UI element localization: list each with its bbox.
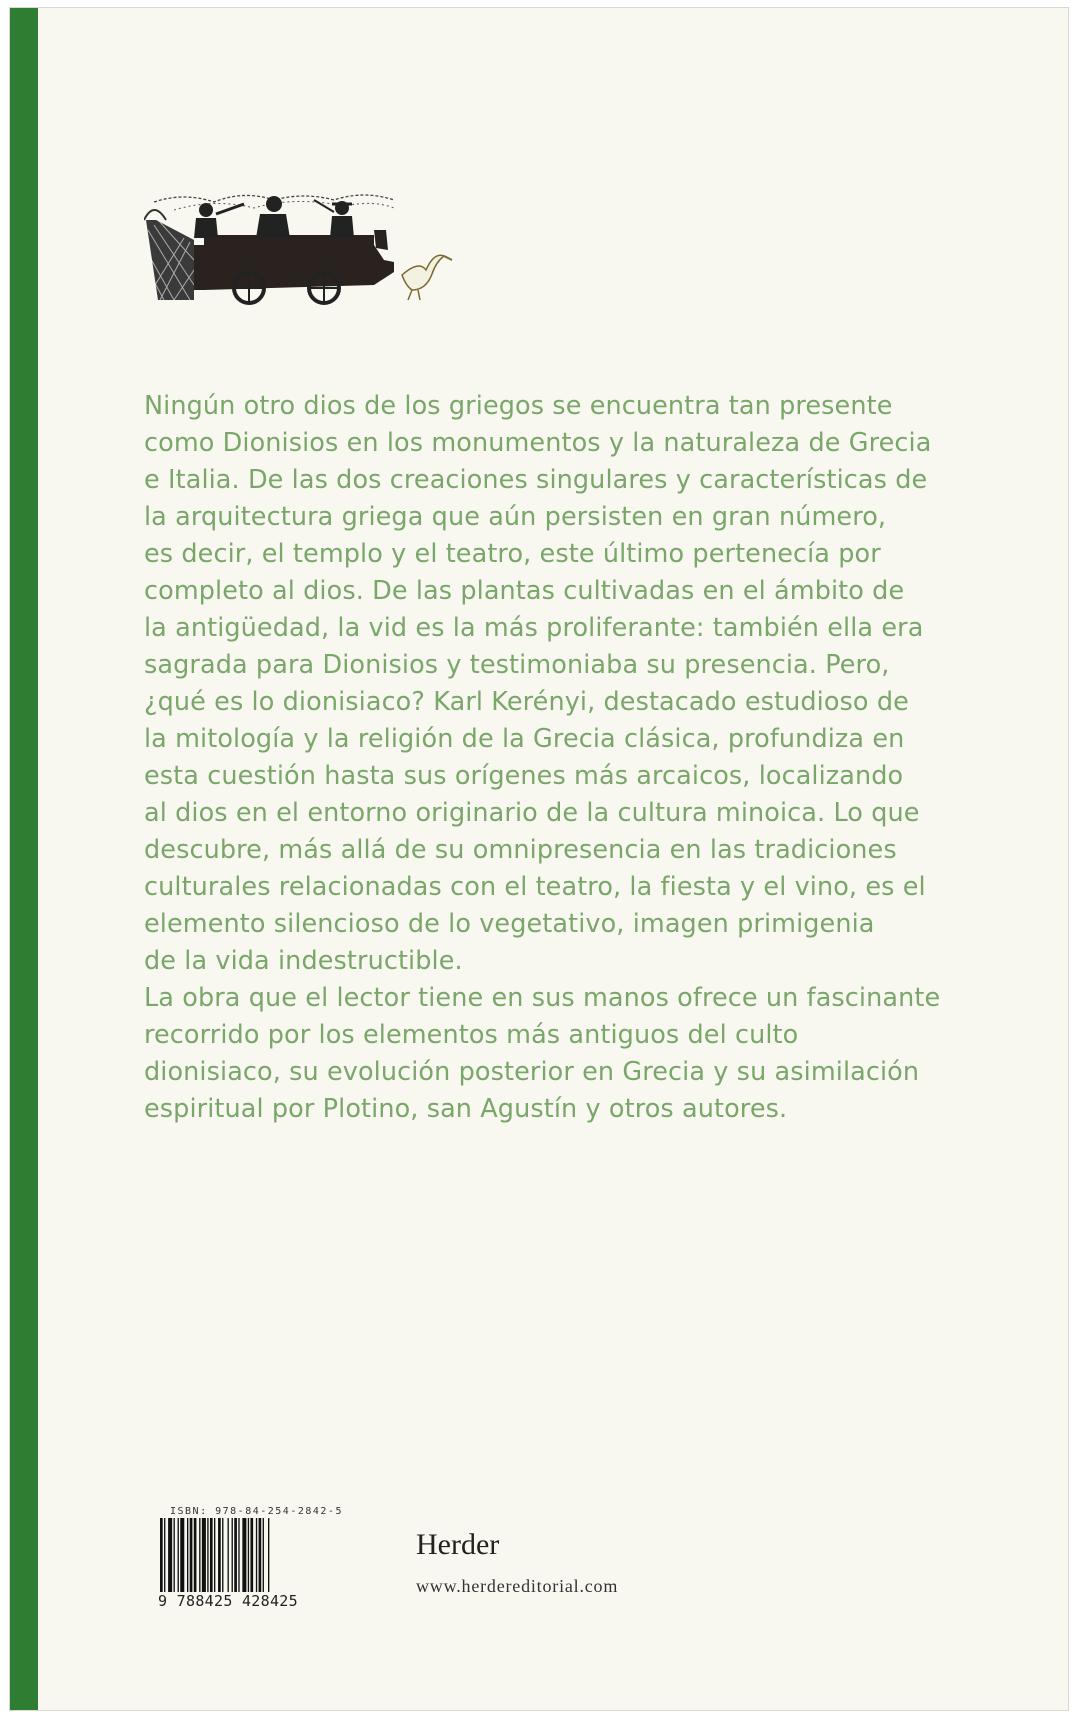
dionysus-cart-illustration-icon [144, 190, 474, 330]
blurb-line: La obra que el lector tiene en sus manos ofrece un fascinante [144, 983, 941, 1013]
blurb-line: sagrada para Dionisios y testimoniaba su presencia. Pero, [144, 650, 890, 680]
blurb-line: dionisiaco, su evolución posterior en Grecia y su asimilación [144, 1057, 920, 1087]
blurb-line: recorrido por los elementos más antiguos del culto [144, 1020, 799, 1050]
blurb-line: al dios en el entorno originario de la cultura minoica. Lo que [144, 798, 920, 828]
blurb-line: culturales relacionadas con el teatro, la fiesta y el vino, es el [144, 872, 926, 902]
blurb-line: la arquitectura griega que aún persisten en gran número, [144, 502, 887, 532]
green-spine [10, 8, 38, 1710]
publisher-website: www.herdereditorial.com [416, 1576, 619, 1596]
blurb-line: como Dionisios en los monumentos y la naturaleza de Grecia [144, 428, 932, 458]
blurb-line: la antigüedad, la vid es la más proliferante: también ella era [144, 613, 924, 643]
blurb-line: espiritual por Plotino, san Agustín y otros autores. [144, 1094, 788, 1124]
publisher-name: Herder [416, 1528, 500, 1561]
book-back-cover [10, 8, 1068, 1710]
isbn-barcode [158, 1506, 343, 1616]
blurb-line: es decir, el templo y el teatro, este último pertenecía por [144, 539, 881, 569]
blurb-line: e Italia. De las dos creaciones singulares y características de [144, 465, 928, 495]
blurb-line: de la vida indestructible. [144, 946, 463, 976]
blurb-line: completo al dios. De las plantas cultivadas en el ámbito de [144, 576, 905, 606]
isbn-label: ISBN: 978-84-254-2842-5 [170, 1506, 343, 1517]
barcode-bars [158, 1518, 328, 1592]
blurb-line: Ningún otro dios de los griegos se encuentra tan presente [144, 391, 893, 421]
blurb-line: la mitología y la religión de la Grecia clásica, profundiza en [144, 724, 905, 754]
blurb-line: descubre, más allá de su omnipresencia en las tradiciones [144, 835, 897, 865]
back-cover-blurb [144, 388, 1004, 1128]
blurb-line: elemento silencioso de lo vegetativo, imagen primigenia [144, 909, 875, 939]
blurb-line: ¿qué es lo dionisiaco? Karl Kerényi, destacado estudioso de [144, 687, 909, 717]
blurb-line: esta cuestión hasta sus orígenes más arcaicos, localizando [144, 761, 904, 791]
barcode-digits: 9 788425 428425 [158, 1592, 298, 1610]
